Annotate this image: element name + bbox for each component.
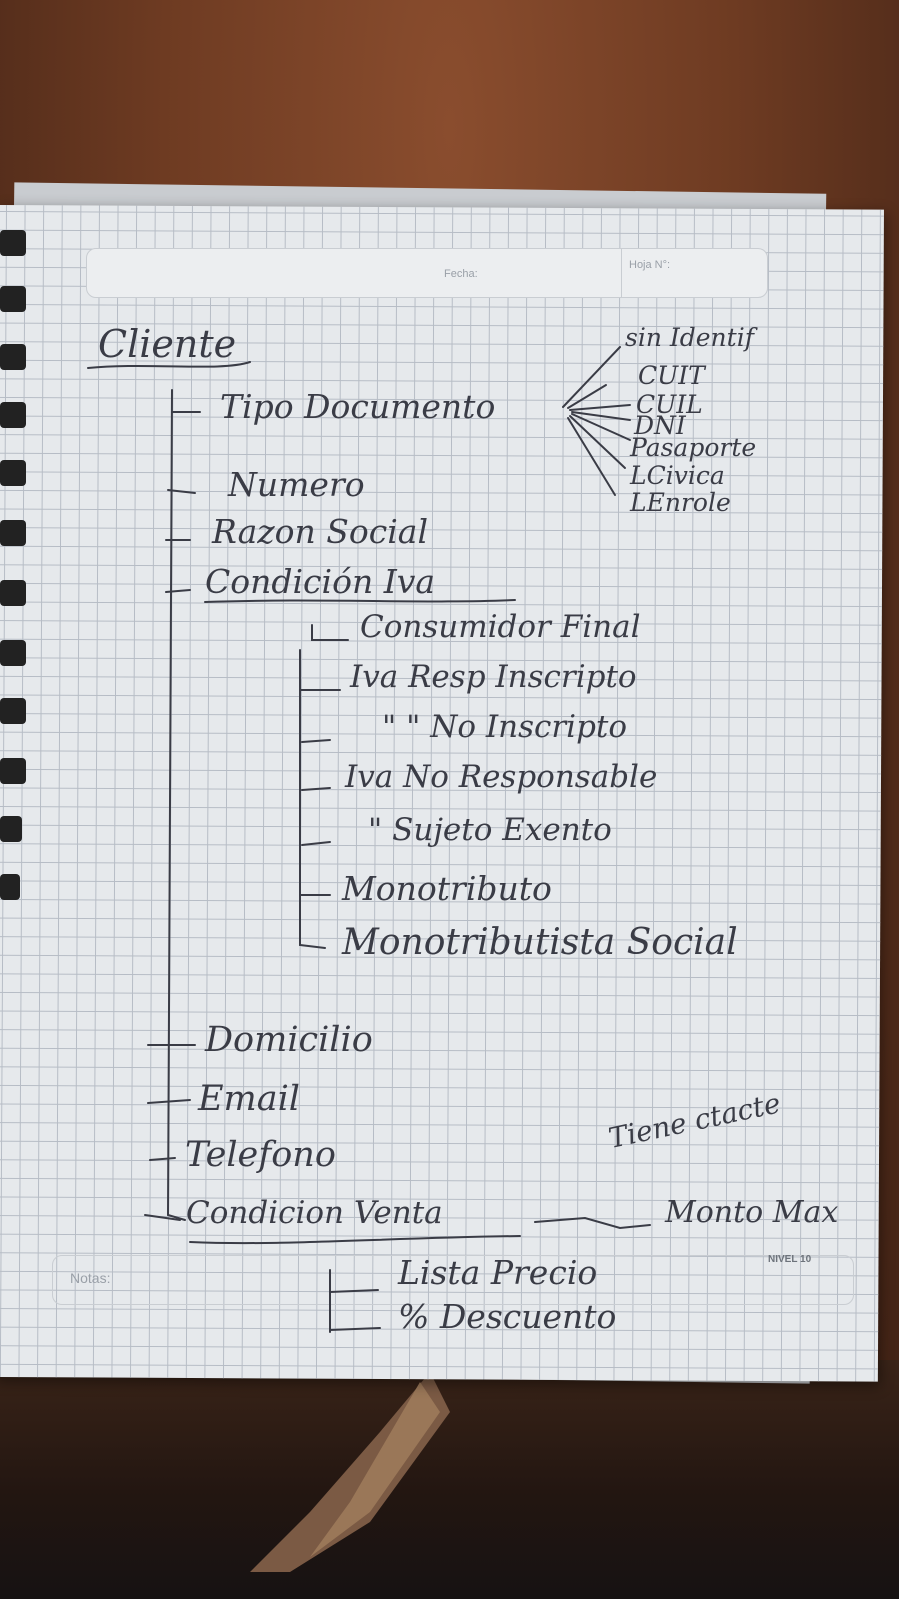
venta-lista-precio: Lista Precio: [398, 1253, 598, 1292]
iva-no-responsable: Iva No Responsable: [345, 759, 658, 795]
field-condicion-venta: Condicion Venta: [186, 1195, 443, 1231]
title-cliente: Cliente: [98, 322, 237, 366]
hoja-label: Hoja N°:: [629, 259, 671, 271]
field-condicion-iva: Condición Iva: [205, 562, 436, 601]
doc-type-cuil: CUIL: [636, 390, 703, 419]
iva-monotributista-social: Monotributista Social: [342, 922, 738, 963]
iva-monotributo: Monotributo: [342, 869, 552, 908]
field-razon-social: Razon Social: [212, 512, 429, 551]
fecha-label: Fecha:: [444, 268, 478, 280]
iva-consumidor-final: Consumidor Final: [360, 609, 641, 645]
field-email: Email: [198, 1079, 300, 1119]
field-numero: Numero: [228, 465, 365, 504]
doc-type-cuit: CUIT: [638, 361, 705, 390]
doc-type-lenrole: LEnrole: [630, 488, 731, 517]
notas-label: Notas:: [70, 1270, 111, 1286]
iva-resp-inscripto: Iva Resp Inscripto: [350, 659, 637, 695]
venta-tiene-ctacte: Tiene ctacte: [605, 1086, 784, 1155]
wood-shard: [250, 1372, 450, 1572]
doc-type-pasaporte: Pasaporte: [630, 433, 757, 462]
doc-type-sin-identif: sin Identif: [625, 323, 754, 352]
venta-descuento: % Descuento: [398, 1297, 617, 1336]
iva-sujeto-exento: " Sujeto Exento: [368, 812, 612, 848]
iva-no-inscripto: " " No Inscripto: [382, 709, 628, 745]
venta-monto-max: Monto Max: [665, 1195, 839, 1230]
doc-type-lcivica: LCivica: [630, 461, 725, 490]
spiral-binding: [0, 230, 30, 910]
field-domicilio: Domicilio: [205, 1020, 373, 1060]
header-box: [86, 248, 768, 298]
header-divider: [621, 249, 622, 297]
brand-logo: NIVEL 10: [768, 1254, 812, 1265]
field-telefono: Telefono: [185, 1135, 336, 1175]
field-tipo-documento: Tipo Documento: [220, 387, 496, 426]
doc-type-dni: DNI: [634, 411, 686, 440]
